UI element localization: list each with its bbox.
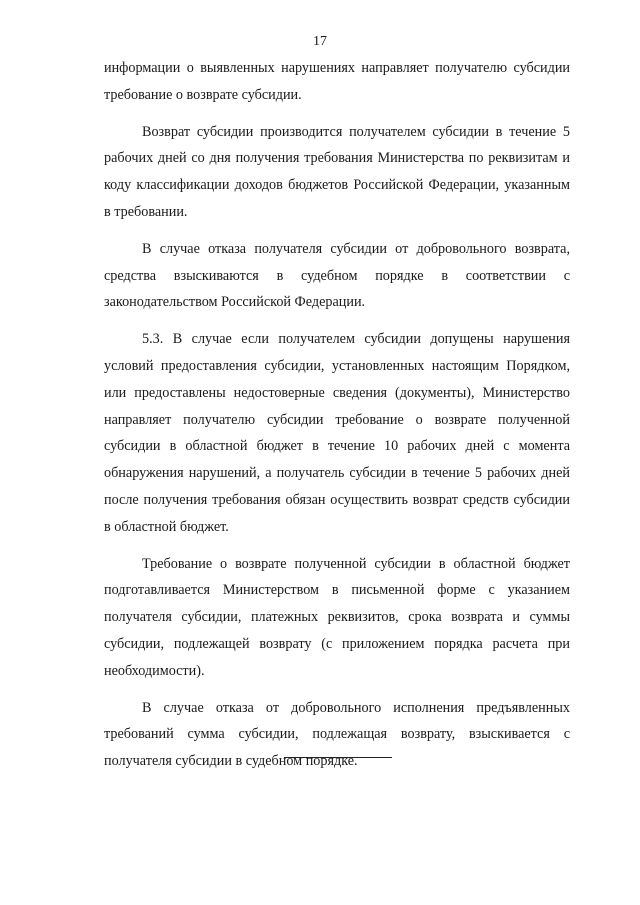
document-body <box>104 55 570 785</box>
paragraph-clause-5-3: 5.3. В случае если получателем субсидии допущены нарушения условий предоставления субсидии, установленных настоящим Порядком, или предоставлены недостоверные сведения (документы), Министерство направляет получателю субсидии требование о возврате полученной субсидии в областной бюджет в течение 10 рабочих дней с момента обнаружения нарушений, а получатель субсидии в течение 5 рабочих дней после получения требования обязан осуществить возврат средств субсидии в областной бюджет. <box>104 331 570 535</box>
paragraph-continuation: информации о выявленных нарушениях направляет получателю субсидии требование о возврате субсидии. <box>104 60 570 103</box>
paragraph-requirement-form: Требование о возврате полученной субсидии в областной бюджет подготавливается Министерством в письменной форме с указанием получателя субсидии, платежных реквизитов, срока возврата и суммы субсидии, подлежащей возврату (с приложением порядка расчета при необходимости). <box>104 555 570 679</box>
closing-divider-line <box>284 757 392 758</box>
paragraph-refusal-court: В случае отказа получателя субсидии от добровольного возврата, средства взыскиваются в судебном порядке в соответствии с законодательством Российской Федерации. <box>104 240 570 311</box>
page-number: 17 <box>313 34 327 49</box>
paragraph-refund-procedure: Возврат субсидии производится получателем субсидии в течение 5 рабочих дней со дня получения требования Министерства по реквизитам и коду классификации доходов бюджетов Российской Федерации, указанным в требовании. <box>104 123 570 220</box>
paragraph-refusal-recovery: В случае отказа от добровольного исполнения предъявленных требований сумма субсидии, подлежащая возврату, взыскивается с получателя субсидии в судебном порядке. <box>104 699 570 770</box>
